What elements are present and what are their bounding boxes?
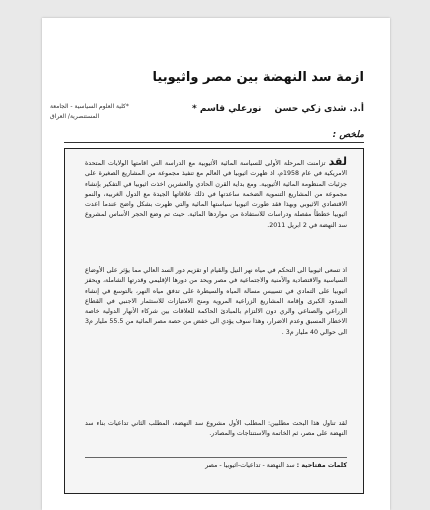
keywords-label: كلمات مفتاحية : xyxy=(296,462,347,469)
paper-title: ازمة سد النهضة بين مصر واثيوبيا xyxy=(152,70,364,85)
paper-page xyxy=(42,18,390,510)
abstract-paragraph xyxy=(85,157,347,231)
divider xyxy=(85,457,347,458)
author-name: أ.د. شذى زكي حسن xyxy=(274,104,364,114)
authors-line xyxy=(134,104,364,114)
drop-cap: لقد xyxy=(328,155,347,168)
keywords-text: سد النهضة - تداعيات-اثيوبيا - مصر xyxy=(205,462,295,469)
abstract-box xyxy=(64,148,364,494)
divider xyxy=(64,142,364,143)
abstract-paragraph: لقد تناول هذا البحث مطلبين: المطلب الأول مشروع سد النهضة، المطلب الثاني تداعيات بناء سد النهضة على مصر، ثم الخاتمة والاستنتاجات والمصادر. xyxy=(85,420,347,438)
abstract-paragraph: اذ تسعى اثيوبيا الى التحكم في مياه نهر النيل والقيام او تقزيم دور السد العالي مما يؤثر على الأوضاع السياسية والاقتصادية والأمنية والاجتماعية في مصر ويحد من دورها الإقليمي وقدرتها الشاملة، ويحفز اثيوبيا على التمادي في تسييس مسالة المياه والسيطرة على تدفق مياه النهر، بالتوسع في إنشاء السدود الكبرى وإقامة المشاريع الزراعية المروية ومنح الامتيازات للاستثمار الاجنبي في القطاع الزراعي والصناعي والري دون الالتزام بالمبادئ الحاكمة للعلاقات بين شركاء الأنهار الدولية خاصة الاخطار المسبق وعدم الاضرار، وهذا سوف يؤدي الى خفض من حصة مصر المائية من 55.5 مليار م3 الى حوالي 40 مليار م3 . xyxy=(85,267,347,336)
keywords xyxy=(85,461,347,471)
abstract-label: ملخص : xyxy=(332,130,364,140)
author-affiliation: *كلية العلوم السياسية - الجامعة المستنصرية/ العراق xyxy=(50,103,129,120)
author-name: نورعلي قاسم * xyxy=(192,104,262,114)
paragraph-text: تزامنت المرحلة الأولى للسياسة المائية الأثيوبية مع الدراسة التي اقامتها الولايات المتحدة الامريكية في عام 1958م، اذ ظهرت اثيوبيا في العالم مع تنفيذ مجموعة من المشاريع الصغيرة على جزئيات المنظومة المائية الأثيوبية. ومع بداية القرن الحادي والعشرين اخذت اثيوبيا في التفكير بإنشاء مجموعة من المشاريع التنموية الضخمة ساعدتها في ذلك علاقاتها الجيدة مع الدول الغربية، والنمو الاقتصادي الاثيوبي وبهذا فقد طورت اثيوبيا سياستها المائية والتي ظهرت بشكل واضح عندما اعدت اثيوبيا خططاً مفصلة ودراسات للاستفادة من مواردها المائية. حيث تم وضع الحجر الأساس لمشروع سد النهضة في 2 ابريل 2011. xyxy=(85,160,347,229)
